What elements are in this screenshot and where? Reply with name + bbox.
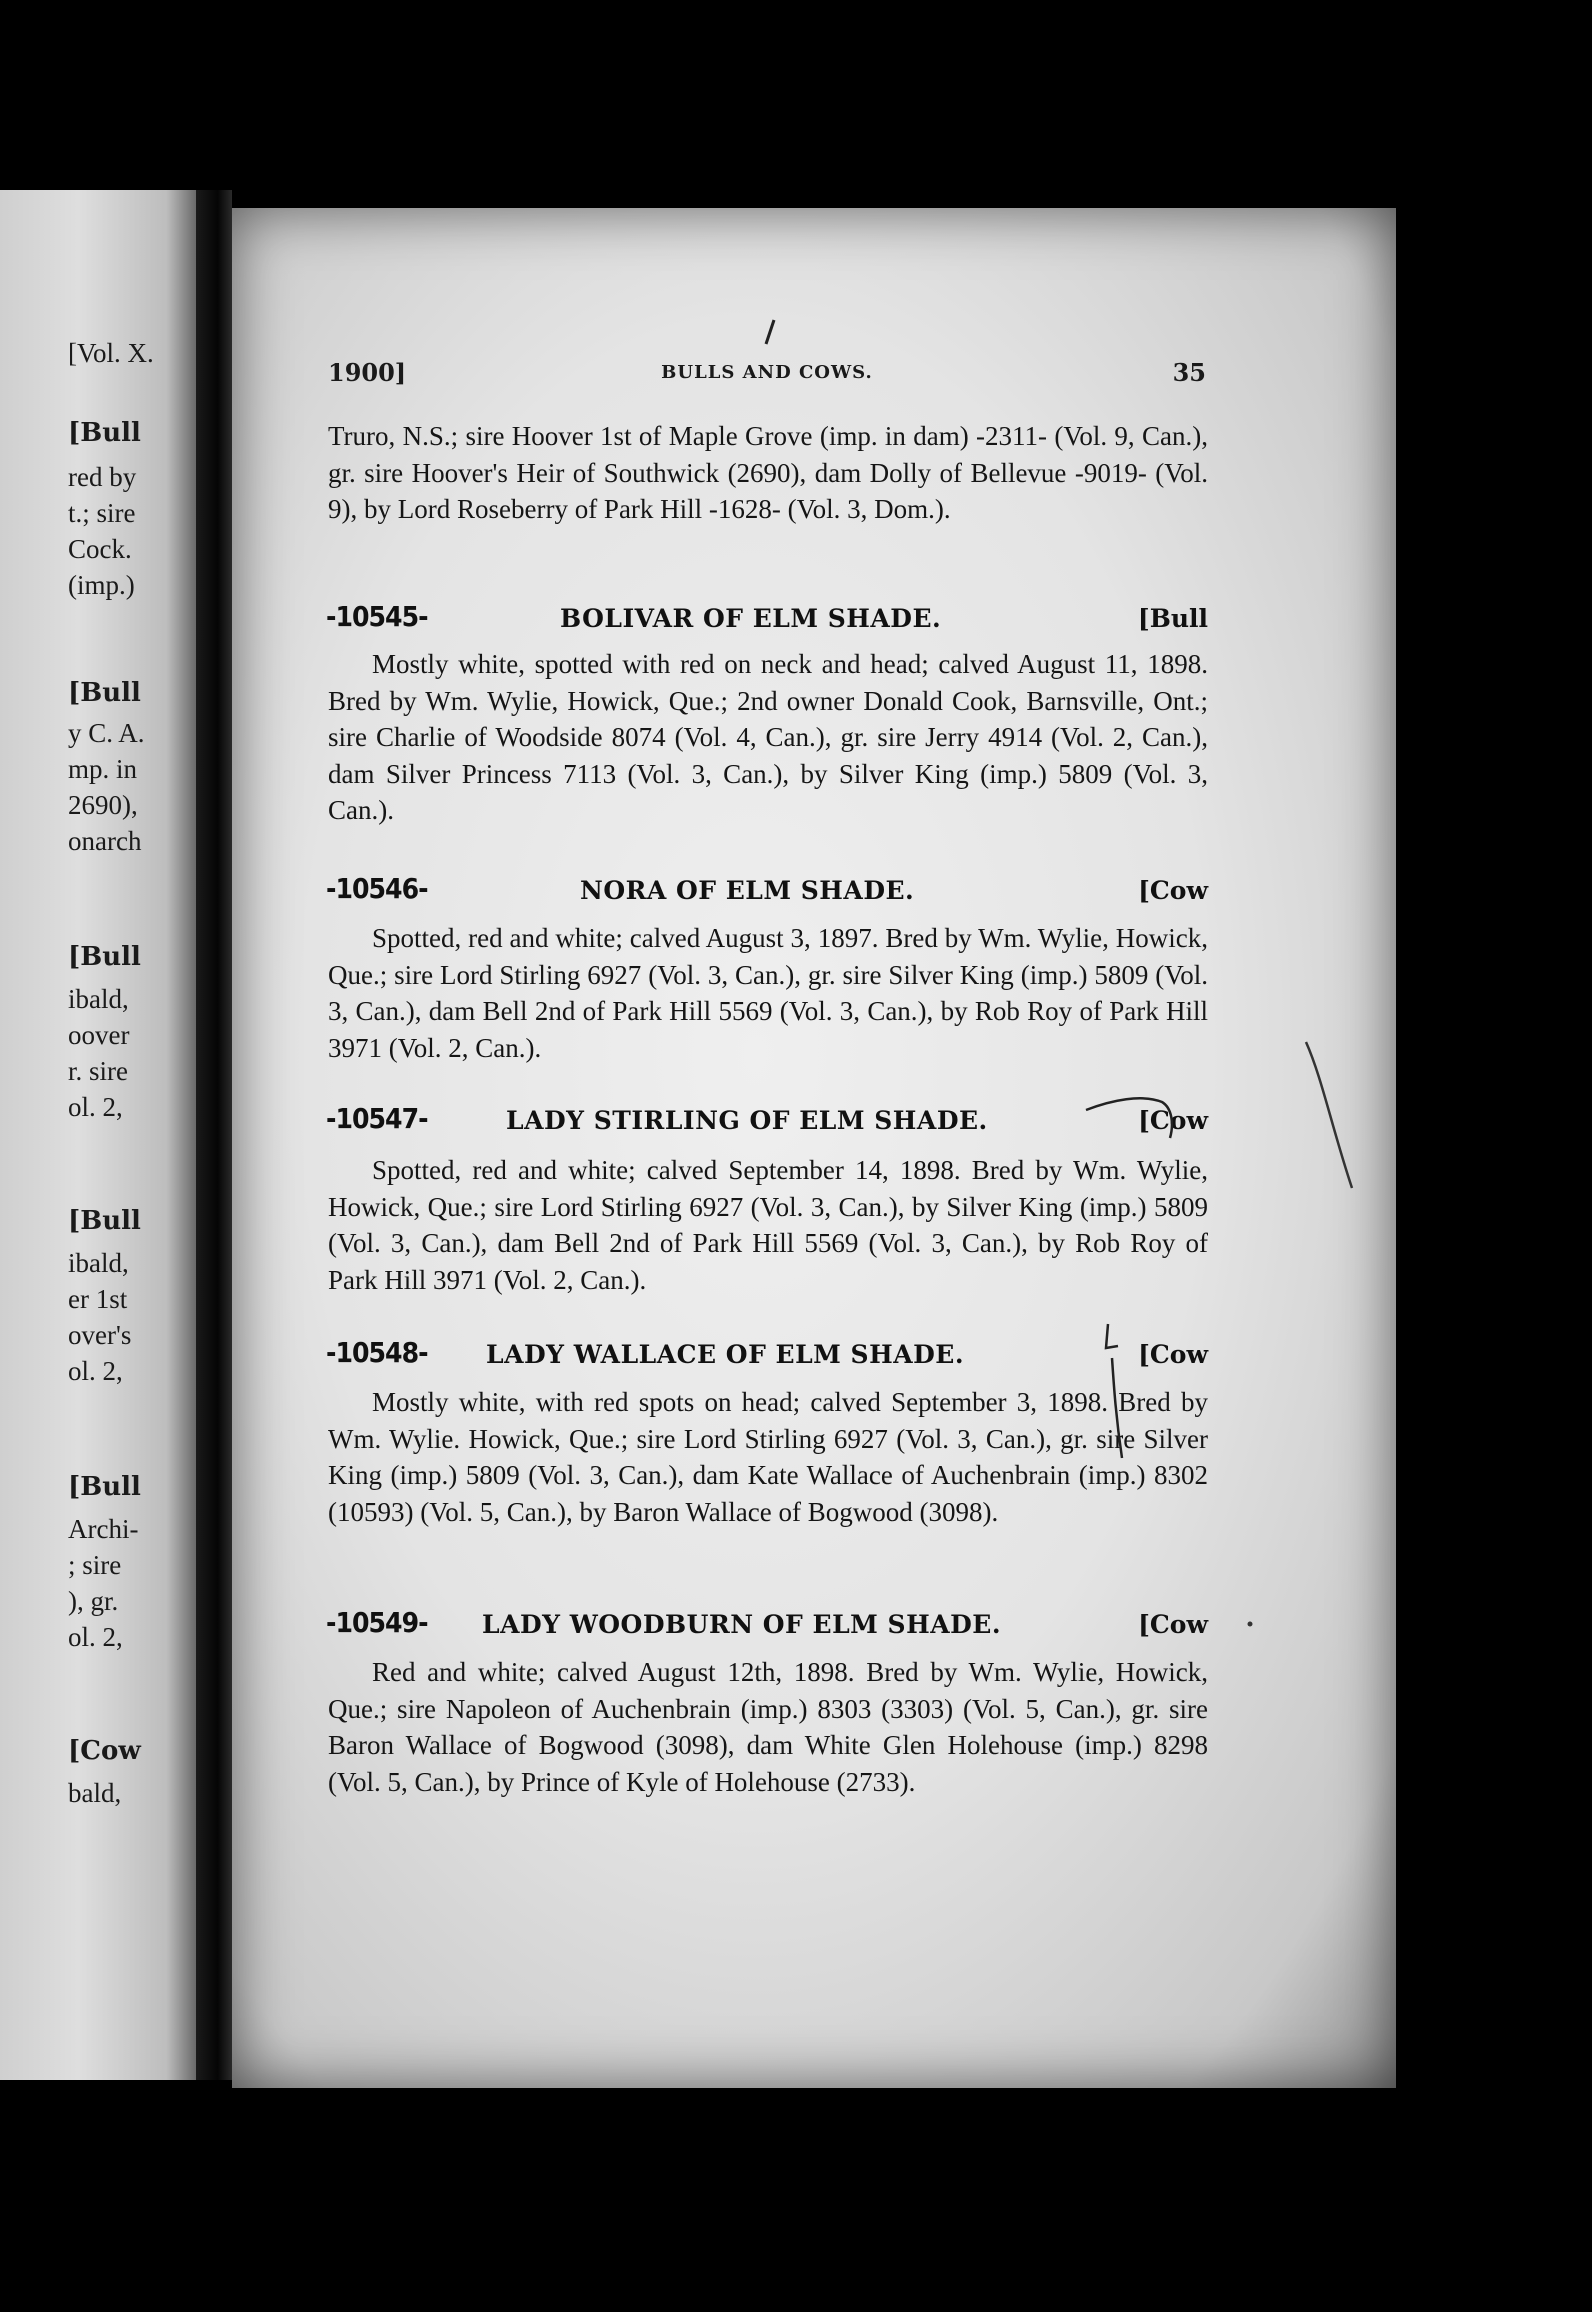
left-line: [Bull <box>68 1206 141 1236</box>
left-line: mp. in <box>68 754 138 784</box>
entry-description: Spotted, red and white; calved September 14, 1898. Bred by Wm. Wylie, Howick, Que.; sire Lord Stirling 6927 (Vol. 3, Can.), by Silver King (imp.) 5809 (Vol. 3, Can.), dam Bell 2nd of Park Hill 5569 (Vol. 3, Can.), by Rob Roy of Park Hill 3971 (Vol. 2, Can.). <box>328 1155 1208 1295</box>
left-line: ibald, <box>68 984 129 1014</box>
entry-name: NORA OF ELM SHADE. <box>580 876 915 905</box>
entry-number: -10545- <box>326 600 428 633</box>
entry-heading <box>326 872 1208 912</box>
left-line: oover <box>68 1020 130 1050</box>
entry-description: Mostly white, with red spots on head; calved September 3, 1898. Bred by Wm. Wylie. Howick, Que.; sire Lord Stirling 6927 (Vol. 3, Can.), gr. sire Silver King (imp.) 5809 (Vol. 3, Can.), dam Kate Wallace of Auchenbrain (imp.) 8302 (10593) (Vol. 5, Can.), by Baron Wallace of Bogwood (3098). <box>328 1387 1208 1527</box>
entry-heading <box>326 1336 1208 1376</box>
entry-sex: [Cow <box>1138 1610 1208 1639</box>
left-line: ), gr. <box>68 1586 119 1616</box>
left-line: onarch <box>68 826 142 856</box>
left-line: Archi- <box>68 1514 139 1544</box>
entry-description: Spotted, red and white; calved August 3, 1897. Bred by Wm. Wylie, Howick, Que.; sire Lord Stirling 6927 (Vol. 3, Can.), gr. sire Silver King (imp.) 5809 (Vol. 3, Can.), dam Bell 2nd of Park Hill 5569 (Vol. 3, Can.), by Rob Roy of Park Hill 3971 (Vol. 2, Can.). <box>328 923 1208 1063</box>
left-line: ; sire <box>68 1550 122 1580</box>
book-gutter <box>196 190 232 2080</box>
left-line: y C. A. <box>68 718 145 748</box>
pencil-tick-mark <box>760 318 780 348</box>
entry-name: LADY WALLACE OF ELM SHADE. <box>486 1340 965 1369</box>
left-line: Cock. <box>68 534 132 564</box>
entry-name: LADY WOODBURN OF ELM SHADE. <box>482 1610 1002 1639</box>
left-line: ol. 2, <box>68 1092 123 1122</box>
left-line: [Vol. X. <box>68 338 154 368</box>
running-head-title: BULLS AND COWS. <box>661 362 873 383</box>
left-line: red by <box>68 462 137 492</box>
pencil-check-mark <box>1088 1318 1168 1468</box>
left-line: 2690), <box>68 790 138 820</box>
left-line: [Bull <box>68 1472 141 1502</box>
left-line: er 1st <box>68 1284 128 1314</box>
entry-number: -10548- <box>326 1336 428 1369</box>
entry-number: -10546- <box>326 872 428 905</box>
left-line: bald, <box>68 1778 122 1808</box>
entry-name: LADY STIRLING OF ELM SHADE. <box>506 1106 988 1135</box>
entry-sex: [Cow <box>1138 876 1208 905</box>
book-page <box>232 208 1396 2088</box>
left-line: ol. 2, <box>68 1356 123 1386</box>
entry-number: -10547- <box>326 1102 428 1135</box>
running-head <box>328 358 1206 394</box>
page-number: 35 <box>1172 358 1206 387</box>
left-line: r. sire <box>68 1056 128 1086</box>
entry-name: BOLIVAR OF ELM SHADE. <box>560 604 942 633</box>
entry-sex: [Cow <box>1138 1106 1208 1135</box>
entry-description: Mostly white, spotted with red on neck and head; calved August 11, 1898. Bred by Wm. Wylie, Howick, Que.; 2nd owner Donald Cook, Barnsville, Ont.; sire Charlie of Woodside 8074 (Vol. 4, Can.), gr. sire Jerry 4914 (Vol. 2, Can.), dam Silver Princess 7113 (Vol. 3, Can.), by Silver King (imp.) 5809 (Vol. 3, Can.). <box>328 649 1208 825</box>
left-line: ol. 2, <box>68 1622 123 1652</box>
pencil-dot-mark <box>1244 1618 1256 1630</box>
entry-heading <box>326 1102 1208 1142</box>
entry-number: -10549- <box>326 1606 428 1639</box>
continuation-paragraph: Truro, N.S.; sire Hoover 1st of Maple Grove (imp. in dam) -2311- (Vol. 9, Can.), gr. sire Hoover's Heir of Southwick (2690), dam Dolly of Bellevue -9019- (Vol. 9), by Lord Roseberry of Park Hill -1628- (Vol. 3, Dom.). <box>328 421 1208 524</box>
left-line: [Bull <box>68 418 141 448</box>
entry-heading <box>326 1606 1208 1646</box>
pencil-scribble-mark <box>1082 1088 1192 1148</box>
left-line: (imp.) <box>68 570 135 600</box>
left-line: [Bull <box>68 942 141 972</box>
left-line: [Cow <box>68 1736 141 1766</box>
running-head-year: 1900] <box>328 358 407 387</box>
left-line: over's <box>68 1320 132 1350</box>
left-line: ibald, <box>68 1248 129 1278</box>
entry-heading <box>326 600 1208 640</box>
entry-sex: [Bull <box>1137 604 1208 633</box>
entry-sex: [Cow <box>1138 1340 1208 1369</box>
left-page-fragment <box>0 190 196 2080</box>
pencil-margin-line <box>1302 1038 1362 1198</box>
left-line: [Bull <box>68 678 141 708</box>
entry-description: Red and white; calved August 12th, 1898. Bred by Wm. Wylie, Howick, Que.; sire Napoleon of Auchenbrain (imp.) 8303 (3303) (Vol. 5, Can.), gr. sire Baron Wallace of Bogwood (3098), dam White Glen Holehouse (imp.) 8298 (Vol. 5, Can.), by Prince of Kyle of Holehouse (2733). <box>328 1657 1208 1797</box>
left-line: t.; sire <box>68 498 136 528</box>
